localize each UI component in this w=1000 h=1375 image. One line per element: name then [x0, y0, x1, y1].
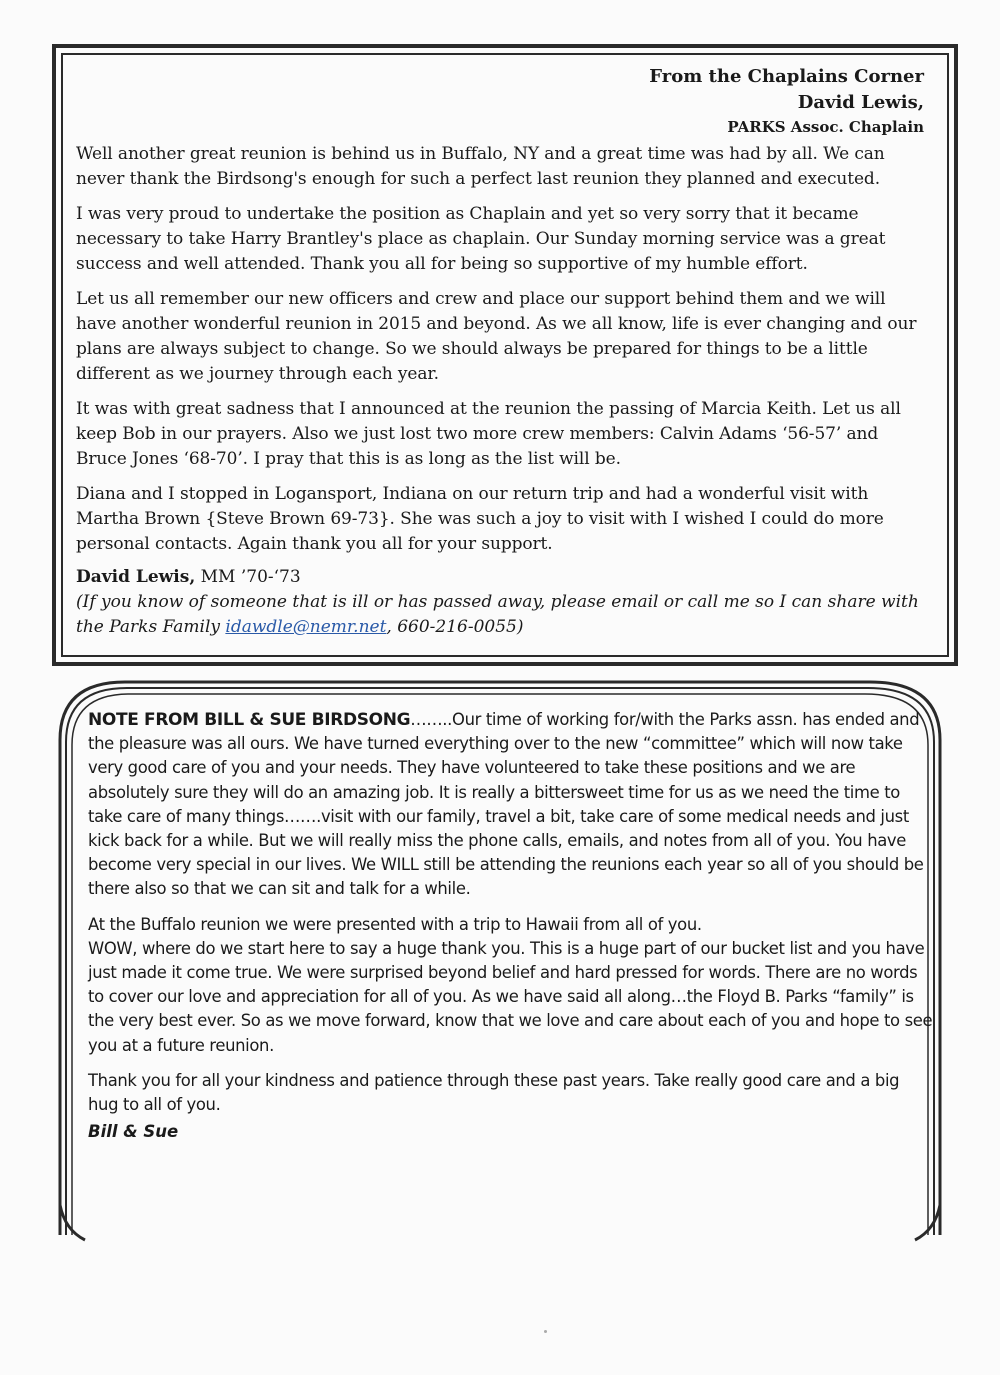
chaplain-paragraph: It was with great sadness that I announced at the reunion the passing of Marcia Keith. Let us all keep Bob in our prayers. Also we just lost two more crew members: Calvin Adams ‘56-57’ and Bruce Jones ‘68-70’. I pray that this is as long as the list will be. — [76, 399, 901, 469]
chaplain-header-role: PARKS Assoc. Chaplain — [727, 118, 924, 136]
chaplain-signature — [76, 565, 924, 590]
paragraph-text: Our time of working for/with the Parks assn. has ended and the pleasure was all ours. We have turned everything over to the new “committee” which will now take very good care of you and your needs. They have volunteered to take these positions and we are absolutely sure they will do an amazing job. It is really a bittersweet time for us as we need the time to take care of many things…….visit with our family, travel a bit, take care of some medical needs and just kick back for a while. But we will really miss the phone calls, emails, and notes from all of you. You have become very special in our lives. We WILL still be attending the reunions each year so all of you should be there also so that we can sit and talk for a while. — [88, 710, 924, 899]
chaplain-header-name: David Lewis, — [797, 92, 924, 113]
paragraph-first-line: At the Buffalo reunion we were presented with a trip to Hawaii from all of you. — [88, 914, 702, 934]
birdsong-paragraph — [88, 913, 933, 1058]
chaplain-header-title: From the Chaplains Corner — [649, 66, 924, 87]
chaplain-paragraph: I was very proud to undertake the position as Chaplain and yet so very sorry that it became necessary to take Harry Brantley's place as chaplain. Our Sunday morning service was a great success and well attended. Thank you all for being so supportive of my humble effort. — [76, 204, 886, 274]
birdsong-note-box — [0, 670, 1000, 1245]
paragraph-text: WOW, where do we start here to say a huge thank you. This is a huge part of our bucket list and you have just made it come true. We were surprised beyond belief and hard pressed for words. There are no words to cover our love and appreciation for all of you. As we have said all along…the Floyd B. Parks “family” is the very best ever. So as we move forward, know that we love and care about each of you and hope to see you at a future reunion. — [88, 938, 933, 1055]
contact-note — [76, 590, 924, 640]
contact-note-prefix: (If you know of someone that is ill or has passed away, please email or call me so I can share with the Parks Family — [76, 592, 919, 637]
title-ellipsis: …….. — [410, 710, 453, 729]
chaplain-corner-box — [52, 44, 958, 666]
chaplain-paragraph: Let us all remember our new officers and crew and place our support behind them and we will have another wonderful reunion in 2015 and beyond. As we all know, life is ever changing and our plans are always subject to change. So we should always be prepared for things to be a little different as we journey through each year. — [76, 289, 917, 384]
chaplain-content — [76, 64, 924, 640]
chaplain-body — [76, 142, 924, 557]
birdsong-paragraph — [88, 708, 933, 902]
email-link[interactable]: idawdle@nemr.net — [225, 617, 387, 637]
birdsong-content — [88, 708, 933, 1141]
chaplain-paragraph: Well another great reunion is behind us in Buffalo, NY and a great time was had by all. We can never thank the Birdsong's enough for such a perfect last reunion they planned and executed. — [76, 144, 885, 189]
page-mark — [544, 1330, 547, 1333]
birdsong-signoff: Bill & Sue — [88, 1122, 179, 1142]
birdsong-title: NOTE FROM BILL & SUE BIRDSONG — [88, 710, 411, 730]
birdsong-paragraph: Thank you for all your kindness and patience through these past years. Take really good care and a big hug to all of you. — [88, 1070, 900, 1115]
signature-rank: MM ’70-‘73 — [195, 567, 301, 587]
contact-note-suffix: , 660-216-0055) — [386, 617, 524, 637]
signature-name: David Lewis, — [76, 567, 196, 587]
chaplain-paragraph: Diana and I stopped in Logansport, Indiana on our return trip and had a wonderful visit with Martha Brown {Steve Brown 69-73}. She was such a joy to visit with I wished I could do more personal contacts. Again thank you all for your support. — [76, 484, 884, 554]
